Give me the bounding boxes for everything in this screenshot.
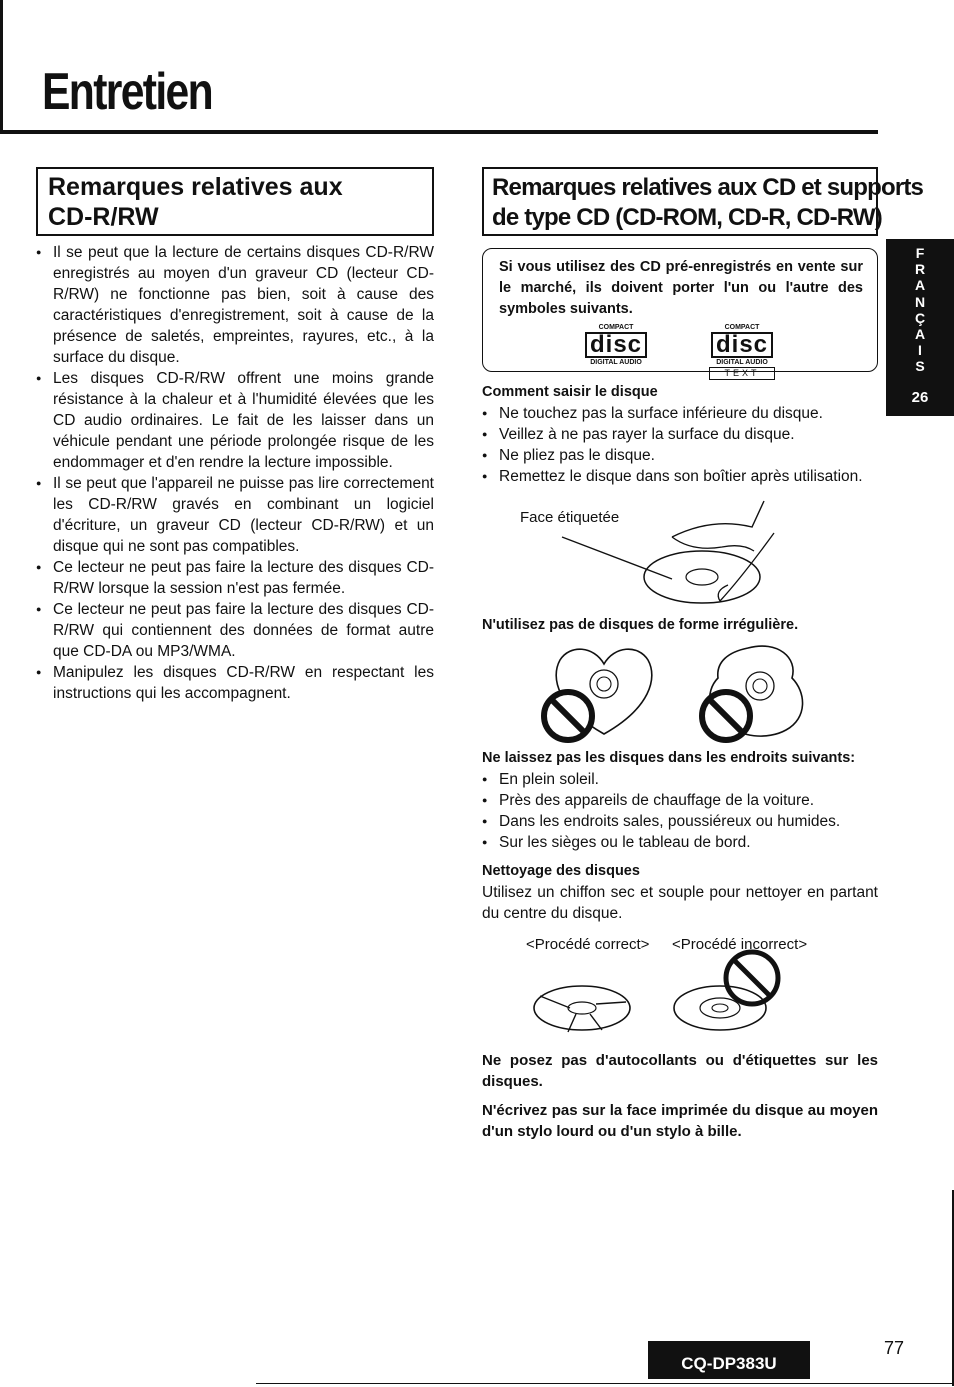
- logo-word: disc: [585, 332, 647, 358]
- logo-word: disc: [711, 332, 773, 358]
- label-face-text: Face étiquetée: [520, 509, 620, 526]
- list-item: ● Ne touchez pas la surface inférieure du disque.: [482, 403, 878, 424]
- page-title: Entretien: [42, 63, 213, 121]
- heart-disc-prohibited-icon: [538, 638, 668, 748]
- model-badge: CQ-DP383U: [648, 1341, 810, 1379]
- logo-top-text: COMPACT: [598, 324, 634, 331]
- section-page-number: 26: [911, 389, 929, 406]
- incorrect-label: <Procédé incorrect>: [672, 936, 808, 953]
- logo-text-badge: TEXT: [709, 367, 775, 380]
- list-item: ● Il se peut que la lecture de certains disques CD-R/RW enregistrés au moyen d'un graveur CD (lecteur CD-R/RW) ne fonctionne pas bien, soit à cause des caractéristiques d'enregistrement, soit à cause de la présence de saletés, empreintes, rayures, etc., à la surface du disque.: [36, 242, 434, 368]
- left-heading-line1: Remarques relatives aux: [36, 167, 434, 203]
- tab-letter: R: [914, 261, 926, 278]
- list-item: ● Ce lecteur ne peut pas faire la lecture des disques CD-R/RW lorsque la session n'est pas fermée.: [36, 557, 434, 599]
- list-item: ● Sur les sièges ou le tableau de bord.: [482, 832, 878, 853]
- handling-list: [482, 403, 878, 487]
- list-item: ● En plein soleil.: [482, 769, 878, 790]
- tab-letter: Ç: [914, 309, 926, 326]
- logo-top-text: COMPACT: [724, 324, 760, 331]
- handling-illustration: [482, 487, 878, 613]
- correct-cleaning-disc-icon: [530, 974, 640, 1040]
- page-number: 77: [884, 1338, 905, 1358]
- right-heading-line1: Remarques relatives aux CD et supports: [482, 167, 878, 203]
- tab-letter: A: [914, 277, 926, 294]
- list-item: ● Manipulez les disques CD-R/RW en respectant les instructions qui les accompagnent.: [36, 662, 434, 704]
- list-item: ● Ne pliez pas le disque.: [482, 445, 878, 466]
- correct-label: <Procédé correct>: [526, 936, 650, 953]
- tab-letter: A: [914, 326, 926, 343]
- tab-letter: I: [918, 342, 922, 359]
- language-side-tab: [886, 239, 954, 416]
- tab-letter: F: [915, 245, 925, 261]
- title-rule: [0, 130, 878, 134]
- tab-letter: N: [914, 293, 926, 310]
- list-item: ● Veillez à ne pas rayer la surface du disque.: [482, 424, 878, 445]
- irregular-disc-prohibited-icon: [688, 638, 818, 748]
- hand-holding-disc-icon: [542, 497, 782, 609]
- left-section: [36, 167, 434, 704]
- cleaning-title: Nettoyage des disques: [482, 863, 640, 879]
- right-heading-line2: de type CD (CD-ROM, CD-R, CD-RW): [482, 203, 878, 236]
- footer-rule: [256, 1383, 954, 1384]
- places-list: [482, 769, 878, 853]
- pen-warning: N'écrivez pas sur la face imprimée du disque au moyen d'un stylo lourd ou d'un stylo à bille.: [482, 1102, 878, 1140]
- compact-disc-text-logo: [705, 324, 779, 380]
- cleaning-text: Utilisez un chiffon sec et souple pour nettoyer en partant du centre du disque.: [482, 884, 878, 922]
- left-border-line: [0, 0, 3, 134]
- tab-letter: S: [915, 358, 925, 375]
- incorrect-cleaning-disc-icon: [670, 948, 790, 1040]
- notice-text: Si vous utilisez des CD pré-enregistrés en vente sur le marché, ils doivent porter l'un ou l'autre des symboles suivants.: [499, 259, 863, 317]
- list-item: ● Les disques CD-R/RW offrent une moins grande résistance à la chaleur et à l'humidité élevées que les CD audio ordinaires. Le fait de les laisser dans un véhicule pendant une période prolongée risque de les endommager et d'en rendre la lecture impossible.: [36, 368, 434, 473]
- cleaning-illustration: [482, 934, 878, 1042]
- notice-box: [482, 248, 878, 378]
- stickers-warning: Ne posez pas d'autocollants ou d'étiquettes sur les disques.: [482, 1052, 878, 1090]
- irregular-discs-illustration: [482, 636, 878, 748]
- list-item: ● Près des appareils de chauffage de la voiture.: [482, 790, 878, 811]
- compact-disc-logo: [581, 324, 651, 367]
- list-item: ● Remettez le disque dans son boîtier après utilisation.: [482, 466, 878, 487]
- disc-logos: [499, 324, 863, 380]
- language-letters: [886, 245, 954, 375]
- left-heading-line2: CD-R/RW: [36, 203, 434, 236]
- list-item: ● Dans les endroits sales, poussiéreux ou humides.: [482, 811, 878, 832]
- irregular-warning: N'utilisez pas de disques de forme irrégulière.: [482, 617, 799, 633]
- logo-bottom-text: DIGITAL AUDIO: [716, 359, 768, 366]
- places-title: Ne laissez pas les disques dans les endroits suivants:: [482, 750, 856, 766]
- handling-title: Comment saisir le disque: [482, 384, 658, 400]
- logo-bottom-text: DIGITAL AUDIO: [590, 359, 642, 366]
- left-bullet-list: [36, 242, 434, 704]
- list-item: ● Ce lecteur ne peut pas faire la lecture des disques CD-R/RW qui contiennent des données de format autre que CD-DA ou MP3/WMA.: [36, 599, 434, 662]
- list-item: ● Il se peut que l'appareil ne puisse pas lire correctement les CD-R/RW gravés en combinant un logiciel d'écriture, un graveur CD (lecteur CD-R/RW) et un disque qui ne sont pas compatibles.: [36, 473, 434, 557]
